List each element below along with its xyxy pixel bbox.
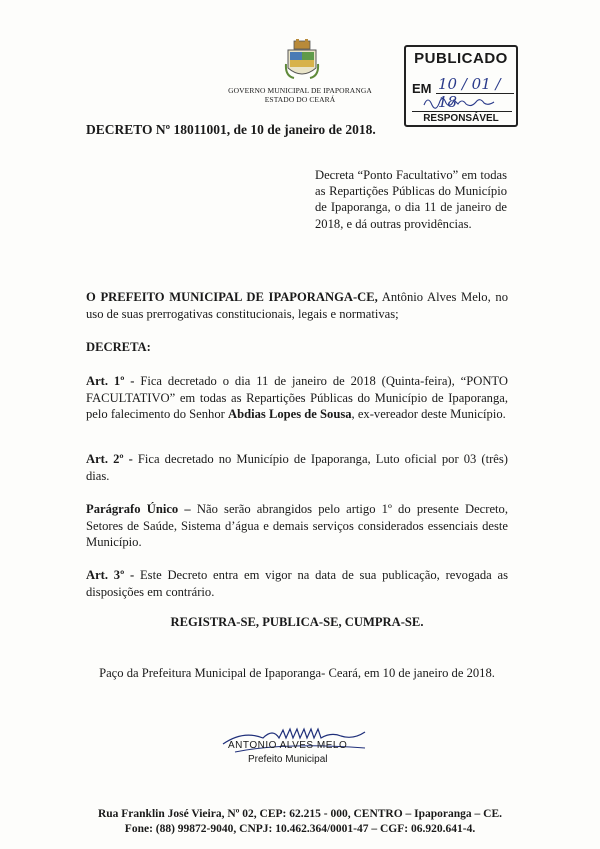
footer-contact: Fone: (88) 99872-9040, CNPJ: 10.462.364/0001-47 – CGF: 06.920.641-4. bbox=[124, 823, 476, 835]
decreta-heading: DECRETA: bbox=[86, 340, 151, 354]
article-1-text-a: Fica decretado o dia 11 de janeiro de 2018 (Quinta-feira), “PONTO FACULTATIVO” em todas as Repartições Públicas do Município de Ipaporanga, pelo falecimento do Senhor bbox=[86, 374, 508, 422]
stamp-signature-line bbox=[412, 111, 512, 112]
article-3-text: Este Decreto entra em vigor na data de sua publicação, revogada as disposições em contrário. bbox=[86, 568, 508, 599]
article-3 bbox=[86, 567, 508, 600]
place-and-date: Paço da Prefeitura Municipal de Ipaporanga- Ceará, em 10 de janeiro de 2018. bbox=[99, 666, 495, 680]
preamble-paragraph bbox=[86, 289, 508, 322]
preamble-text: Antônio Alves Melo, no uso de suas prerrogativas constitucionais, legais e normativas; bbox=[86, 290, 508, 321]
article-3-label: Art. 3º - bbox=[86, 568, 135, 582]
municipal-crest-icon bbox=[284, 38, 320, 82]
stamp-published-label: PUBLICADO bbox=[414, 50, 508, 67]
article-1-text-b: , ex-vereador deste Município. bbox=[351, 407, 506, 422]
article-1-label: Art. 1º - bbox=[86, 374, 135, 388]
government-name: GOVERNO MUNICIPAL DE IPAPORANGA bbox=[228, 86, 372, 95]
sole-paragraph bbox=[86, 501, 508, 551]
government-header bbox=[200, 86, 400, 104]
decree-title: DECRETO Nº 18011001, de 10 de janeiro de 2018. bbox=[86, 122, 376, 137]
article-2-text: Fica decretado no Município de Ipaporanga, Luto oficial por 03 (três) dias. bbox=[86, 452, 508, 483]
sole-paragraph-label: Parágrafo Único – bbox=[86, 502, 191, 516]
article-1 bbox=[86, 373, 508, 423]
stamp-signature-icon bbox=[420, 93, 512, 113]
published-stamp bbox=[404, 45, 518, 127]
state-name: ESTADO DO CEARÁ bbox=[264, 95, 336, 104]
stamp-em-label: EM bbox=[412, 81, 432, 96]
closing-formula: REGISTRA-SE, PUBLICA-SE, CUMPRA-SE. bbox=[170, 615, 424, 629]
signatory-role: Prefeito Municipal bbox=[248, 754, 328, 765]
stamp-responsible-label: RESPONSÁVEL bbox=[423, 113, 499, 124]
stamp-date: 10 / 01 / 18 bbox=[438, 75, 501, 111]
article-2-label: Art. 2º - bbox=[86, 452, 133, 466]
signatory-name: ANTONIO ALVES MELO bbox=[228, 740, 348, 751]
preamble-authority: O PREFEITO MUNICIPAL DE IPAPORANGA-CE, bbox=[86, 290, 378, 304]
article-2 bbox=[86, 451, 508, 484]
decree-summary: Decreta “Ponto Facultativo” em todas as Repartições Públicas do Município de Ipaporanga, o dia 11 de janeiro de 2018, e dá outras providências. bbox=[315, 168, 507, 231]
footer-address: Rua Franklin José Vieira, Nº 02, CEP: 62.215 - 000, CENTRO – Ipaporanga – CE. bbox=[97, 808, 503, 820]
article-1-name: Abdias Lopes de Sousa bbox=[228, 407, 352, 422]
sole-paragraph-text: Não serão abrangidos pelo artigo 1º do presente Decreto, Setores de Saúde, Sistema d’água e demais serviços considerados essenciais deste Município. bbox=[86, 502, 508, 550]
